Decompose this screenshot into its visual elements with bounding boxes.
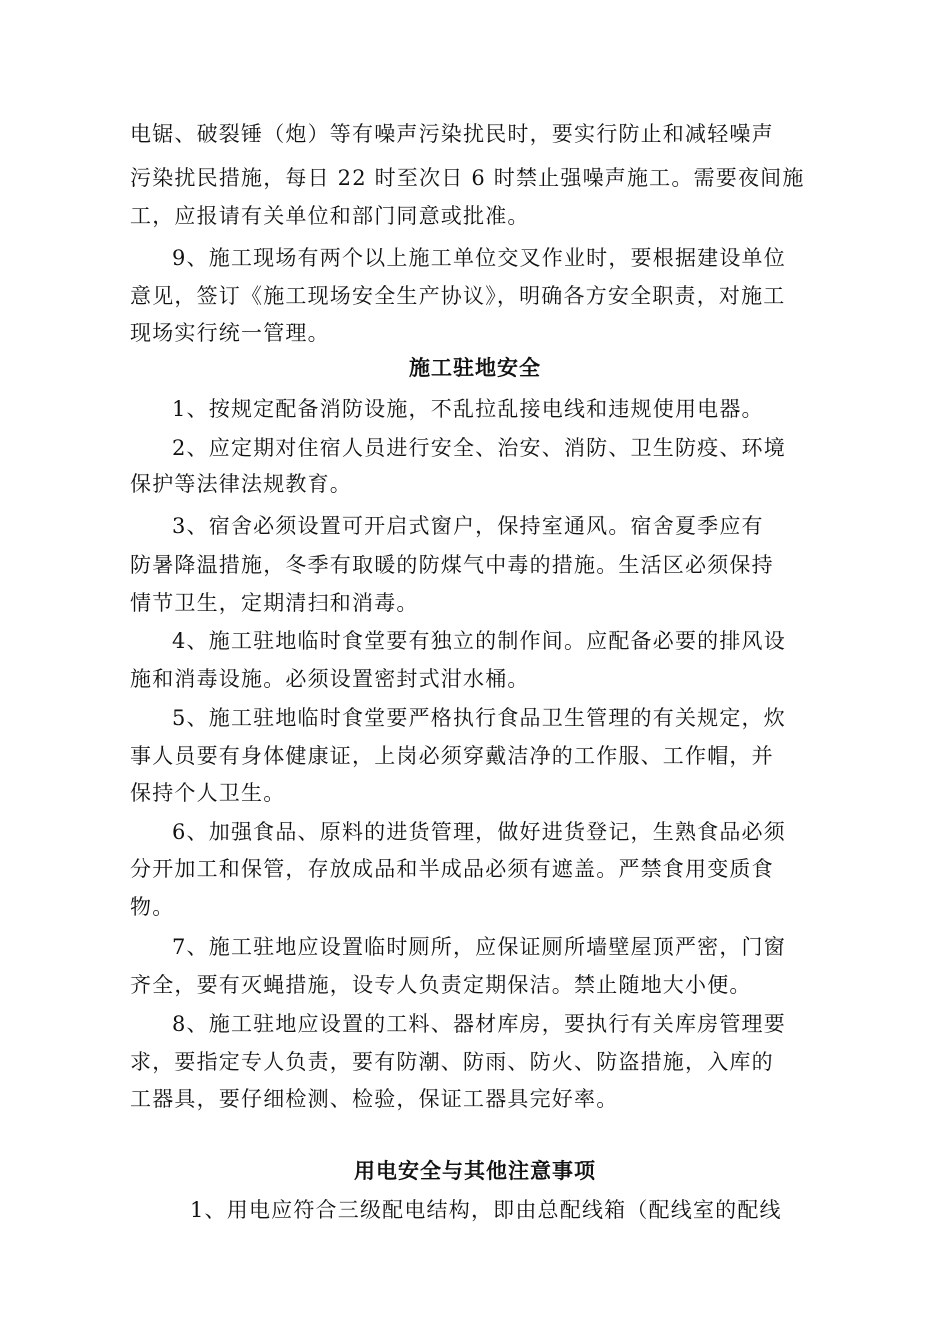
text-line: 齐全，要有灭蝇措施，设专人负责定期保洁。禁止随地大小便。	[130, 973, 752, 997]
text-line: 事人员要有身体健康证，上岗必须穿戴洁净的工作服、工作帽，并	[130, 744, 774, 768]
text-line: 6、加强食品、原料的进货管理，做好进货登记，生熟食品必须	[172, 820, 786, 844]
text-line: 7、施工驻地应设置临时厕所，应保证厕所墙壁屋顶严密，门窗	[172, 935, 786, 959]
text-line: 4、施工驻地临时食堂要有独立的制作间。应配备必要的排风设	[172, 629, 786, 653]
text-line: 工器具，要仔细检测、检验，保证工器具完好率。	[130, 1087, 619, 1111]
text-line: 污染扰民措施，每日 22 时至次日 6 时禁止强噪声施工。需要夜间施	[130, 166, 805, 190]
text-line: 意见，签订《施工现场安全生产协议》，明确各方安全职责，对施工	[130, 284, 786, 308]
text-line: 3、宿舍必须设置可开启式窗户，保持室通风。宿舍夏季应有	[172, 514, 764, 538]
text-line: 物。	[130, 895, 175, 919]
text-line: 电锯、破裂锤（炮）等有噪声污染扰民时，要实行防止和减轻噪声	[130, 122, 774, 146]
text-line: 1、按规定配备消防设施，不乱拉乱接电线和违规使用电器。	[172, 397, 764, 421]
section-heading: 施工驻地安全	[409, 355, 541, 380]
text-line: 现场实行统一管理。	[130, 321, 330, 345]
text-line: 5、施工驻地临时食堂要严格执行食品卫生管理的有关规定，炊	[172, 706, 786, 730]
text-line: 防暑降温措施，冬季有取暖的防煤气中毒的措施。生活区必须保持	[130, 553, 774, 577]
text-line: 求，要指定专人负责，要有防潮、防雨、防火、防盗措施，入库的	[130, 1050, 774, 1074]
text-line: 工，应报请有关单位和部门同意或批准。	[130, 204, 530, 228]
text-line: 2、应定期对住宿人员进行安全、治安、消防、卫生防疫、环境	[172, 436, 786, 460]
text-line: 分开加工和保管，存放成品和半成品必须有遮盖。严禁食用变质食	[130, 857, 774, 881]
section-heading: 用电安全与其他注意事项	[354, 1158, 596, 1183]
text-line: 情节卫生，定期清扫和消毒。	[130, 591, 419, 615]
text-line: 保护等法律法规教育。	[130, 472, 352, 496]
text-line: 1、用电应符合三级配电结构，即由总配线箱（配线室的配线	[190, 1198, 782, 1222]
text-line: 9、施工现场有两个以上施工单位交叉作业时，要根据建设单位	[172, 246, 786, 270]
text-line: 施和消毒设施。必须设置密封式泔水桶。	[130, 667, 530, 691]
text-line: 保持个人卫生。	[130, 781, 286, 805]
text-line: 8、施工驻地应设置的工料、器材库房，要执行有关库房管理要	[172, 1012, 786, 1036]
